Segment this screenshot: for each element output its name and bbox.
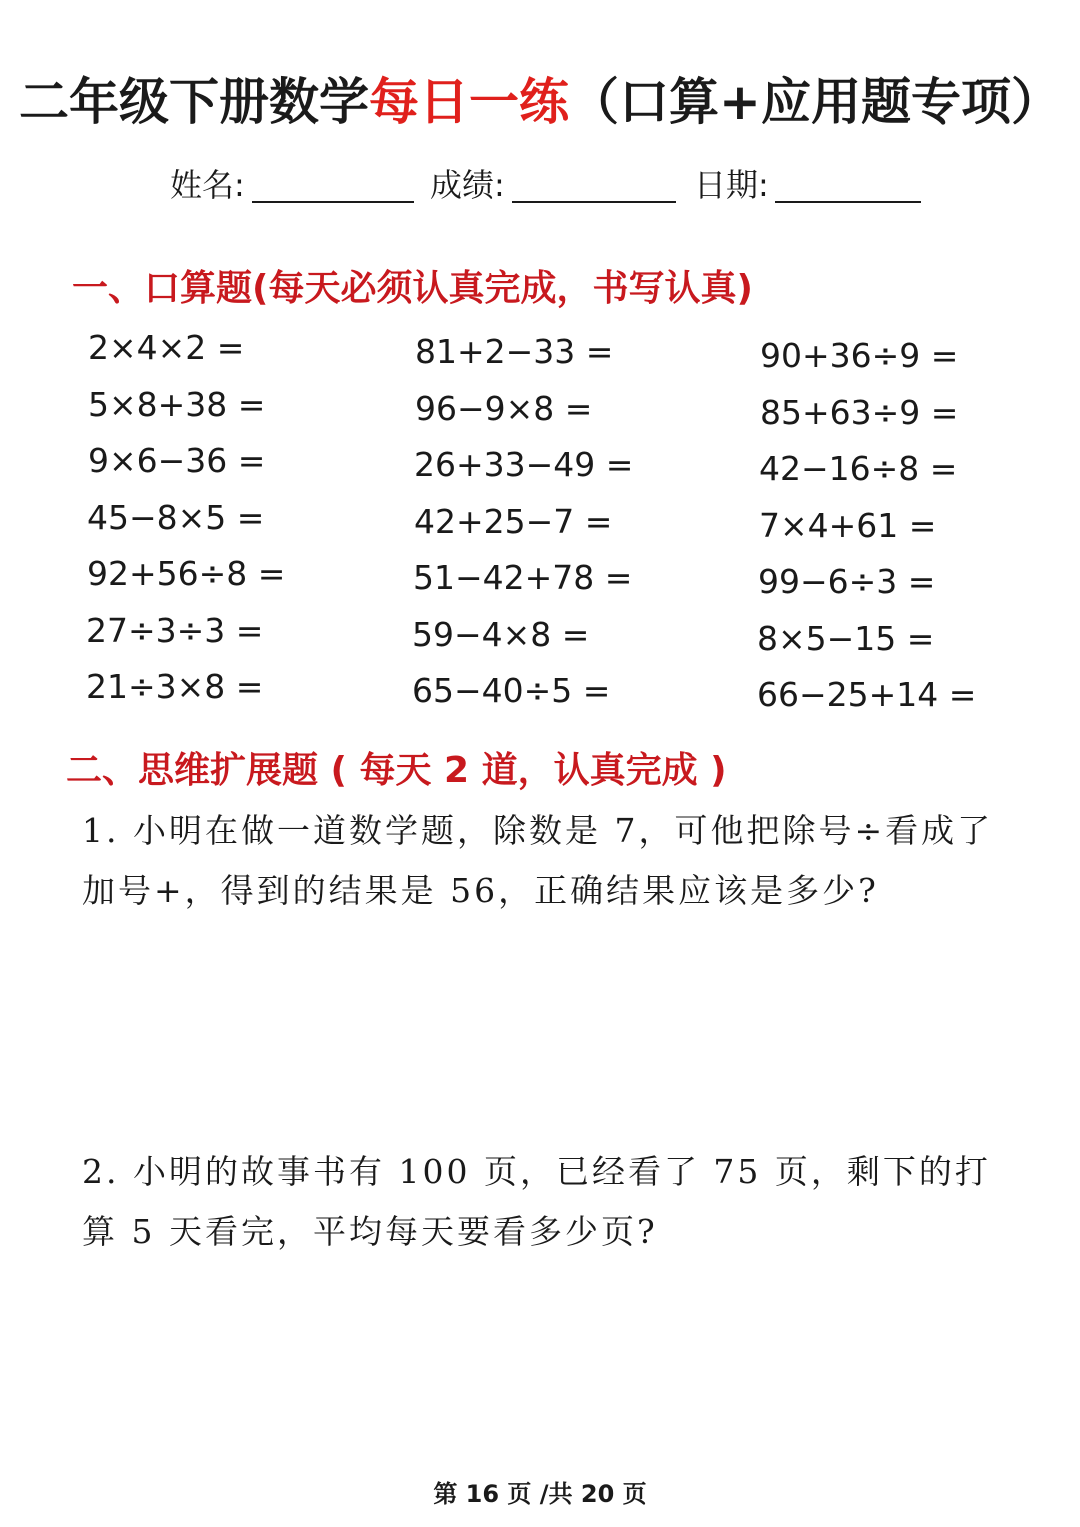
arith-expr: 59−4×8 = — [412, 615, 590, 654]
arith-expr: 2×4×2 = — [88, 328, 245, 367]
score-label: 成绩: — [430, 166, 505, 204]
date-label: 日期: — [694, 166, 769, 204]
arith-expr: 9×6−36 = — [88, 441, 266, 480]
arith-expr: 66−25+14 = — [757, 675, 977, 714]
word-problem-1: 1. 小明在做一道数学题，除数是 7，可他把除号÷看成了加号+，得到的结果是 56，正确结果应该是多少? — [82, 811, 994, 910]
page-number: 第 16 页 /共 20 页 — [433, 1480, 647, 1508]
arith-expr: 45−8×5 = — [87, 498, 265, 537]
name-blank — [252, 201, 414, 203]
arith-expr: 21÷3×8 = — [86, 667, 264, 706]
section1-heading: 一、口算题(每天必须认真完成，书写认真) — [72, 268, 753, 309]
arith-expr: 90+36÷9 = — [760, 336, 959, 375]
arith-expr: 85+63÷9 = — [760, 393, 959, 432]
title-main: 二年级下册数学 — [19, 73, 370, 131]
student-info-row — [0, 160, 1080, 220]
title-suffix: （口算+应用题专项） — [569, 73, 1061, 131]
score-blank — [512, 201, 676, 203]
arith-expr: 7×4+61 = — [759, 506, 937, 545]
arith-expr: 65−40÷5 = — [412, 671, 611, 710]
date-blank — [775, 201, 921, 203]
arith-expr: 92+56÷8 = — [87, 554, 286, 593]
arith-expr: 42+25−7 = — [414, 502, 613, 541]
arith-expr: 5×8+38 = — [88, 385, 266, 424]
arith-expr: 96−9×8 = — [415, 389, 593, 428]
arith-expr: 99−6÷3 = — [758, 562, 936, 601]
arith-expr: 27÷3÷3 = — [86, 611, 264, 650]
arith-expr: 51−42+78 = — [413, 558, 633, 597]
title-highlight: 每日一练 — [369, 73, 570, 131]
page-title — [0, 62, 1080, 134]
arith-expr: 42−16÷8 = — [759, 449, 958, 488]
section2-heading: 二、思维扩展题 ( 每天 2 道，认真完成 ) — [66, 750, 727, 791]
arith-expr: 8×5−15 = — [757, 619, 935, 658]
arith-expr: 26+33−49 = — [414, 445, 634, 484]
name-label: 姓名: — [170, 166, 245, 204]
word-problem-2: 2. 小明的故事书有 100 页，已经看了 75 页，剩下的打算 5 天看完，平均每天要看多少页? — [82, 1152, 991, 1251]
arith-expr: 81+2−33 = — [415, 332, 614, 371]
